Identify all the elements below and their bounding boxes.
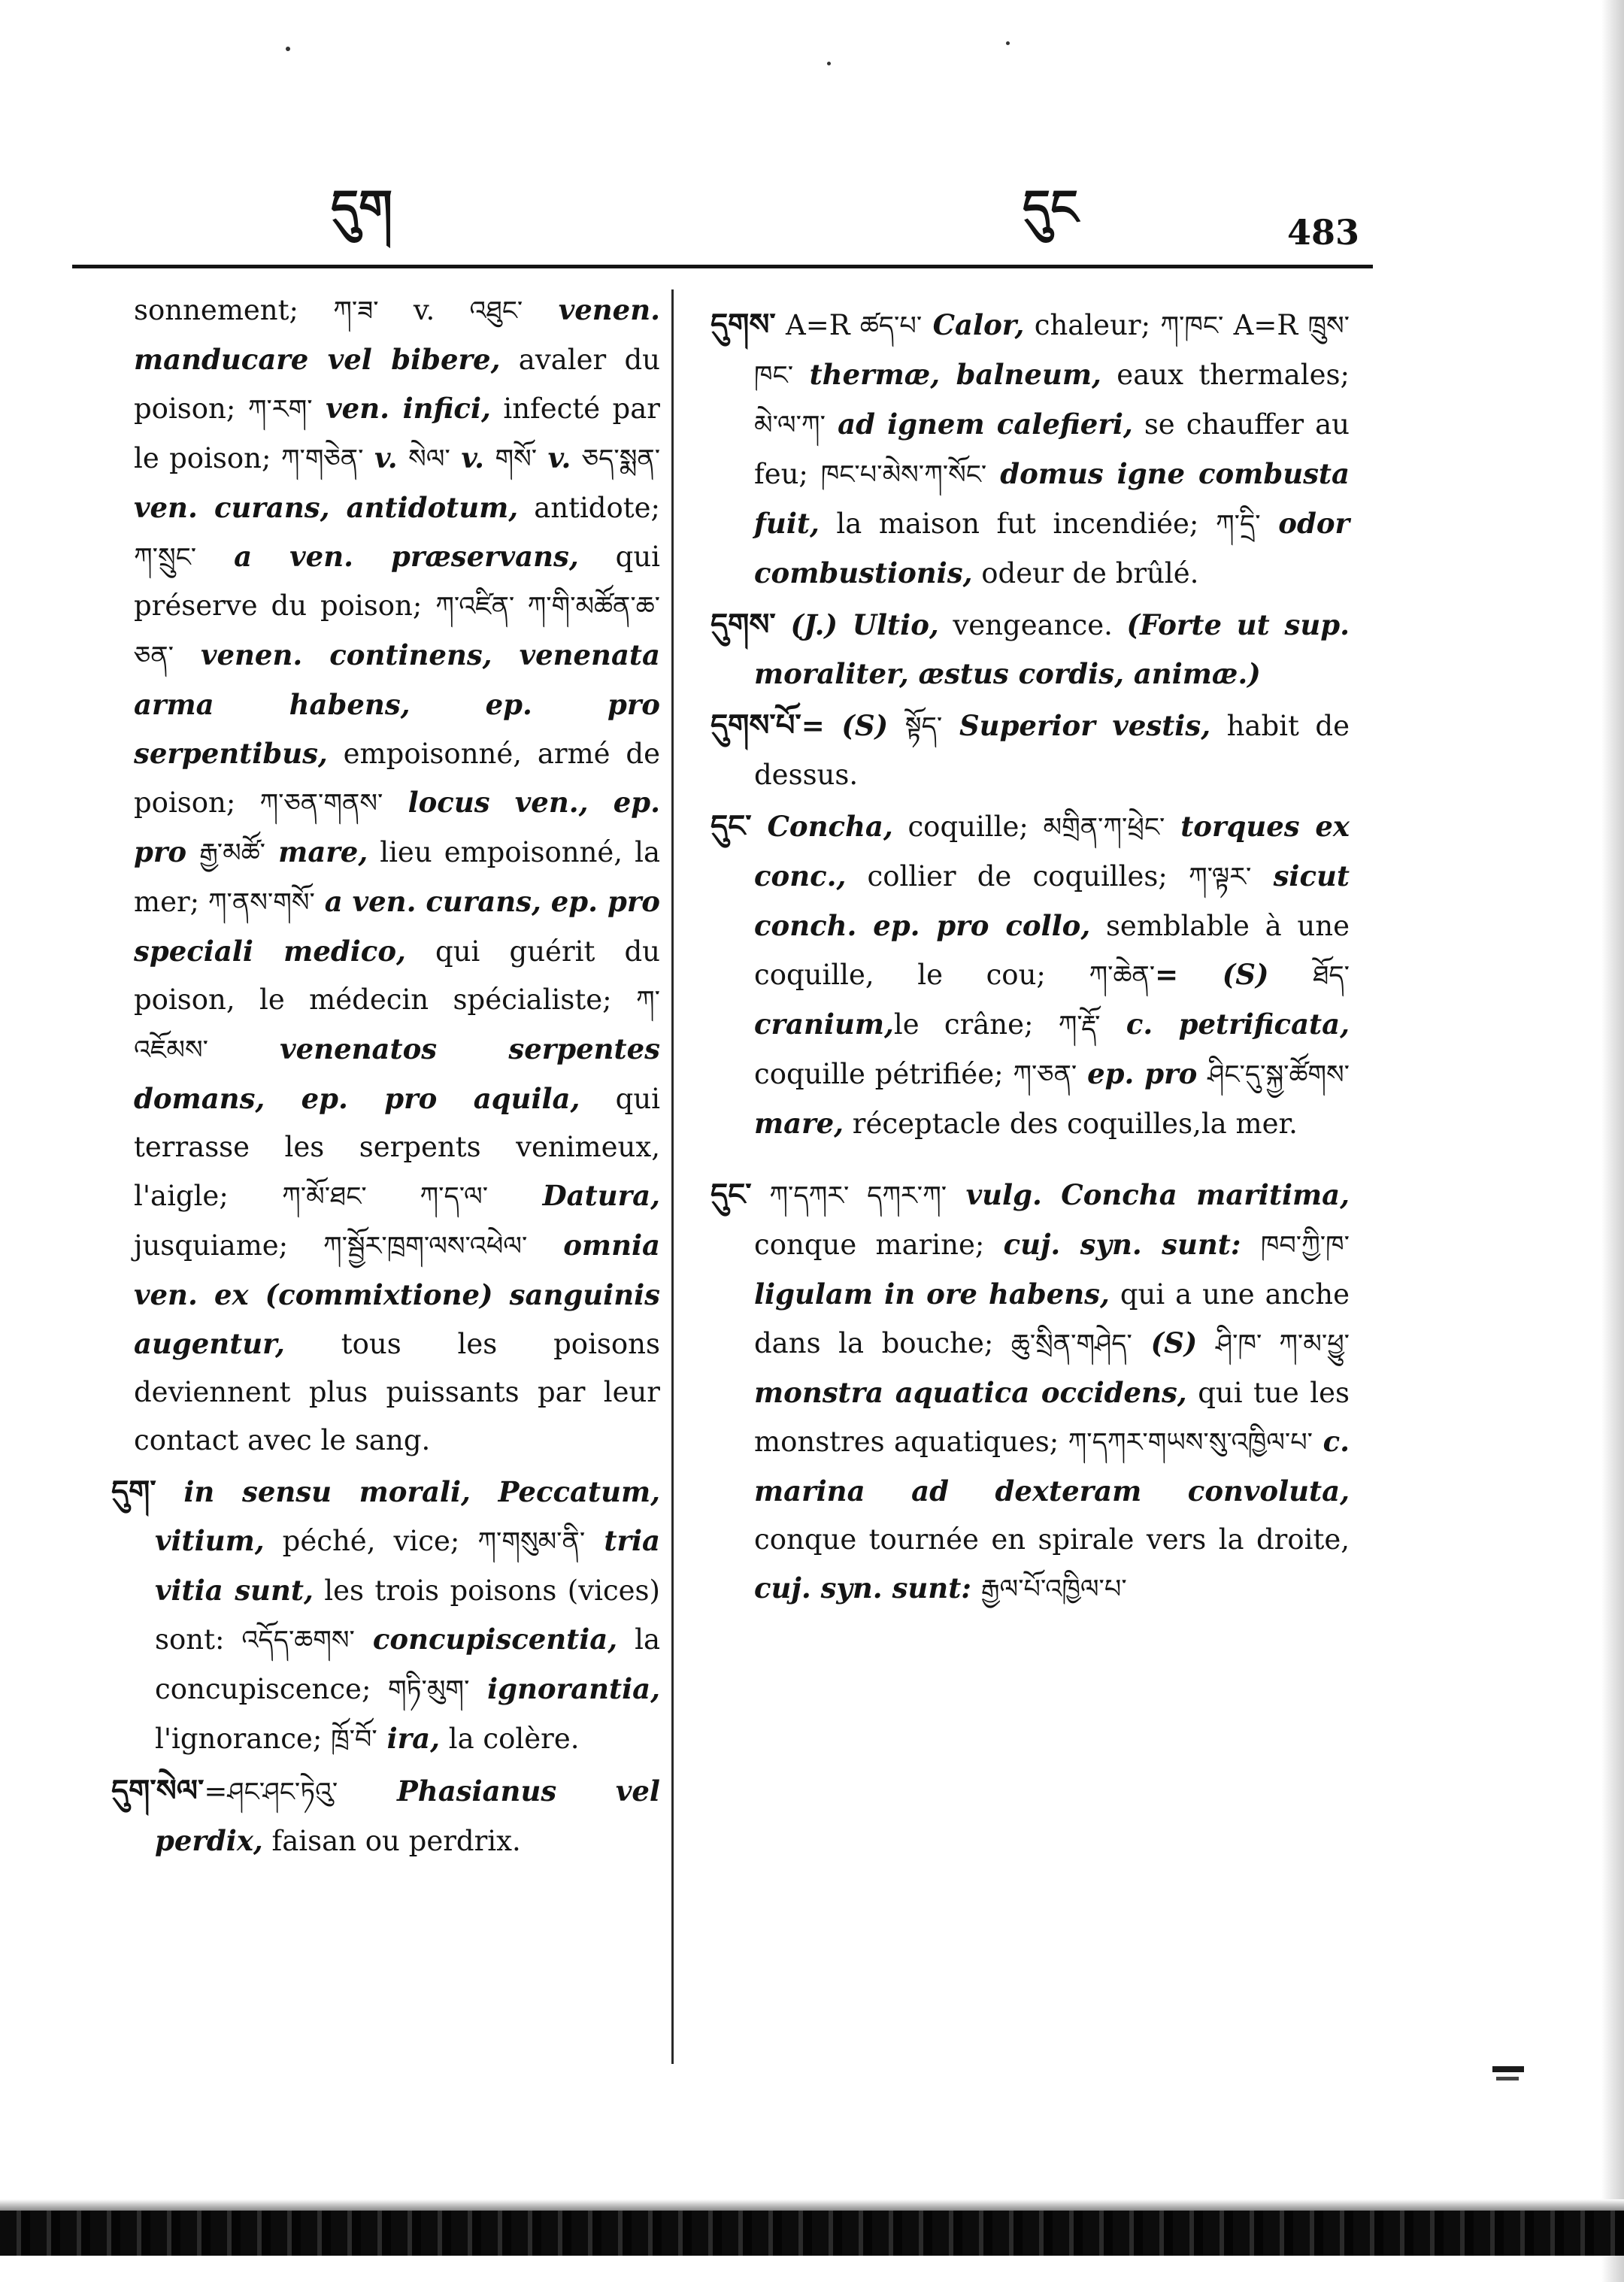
latin-gloss: (J.) Ultio, bbox=[775, 608, 939, 641]
tibetan-text: ཀ་གི་མཚོན་ཆ་ཅན་ bbox=[134, 592, 661, 671]
entry-headword: དུག་ bbox=[111, 1474, 156, 1509]
entry-headword: དུང་ bbox=[710, 809, 752, 844]
latin-gloss: in sensu morali, Peccatum, vitium, bbox=[155, 1475, 660, 1557]
tibetan-text: ཀ་རྡོ་ bbox=[1058, 1011, 1101, 1041]
tibetan-text: ཀ་འཇོམས་ bbox=[134, 986, 660, 1065]
latin-gloss: Calor, bbox=[922, 308, 1025, 341]
french-text: péché, vice; bbox=[264, 1525, 478, 1557]
dictionary-entry bbox=[710, 702, 1350, 799]
french-text: le crâne; bbox=[893, 1008, 1059, 1041]
latin-gloss: Phasianus vel perdix, bbox=[155, 1774, 660, 1857]
french-text: les trois poisons (vices) sont: bbox=[155, 1574, 660, 1656]
tibetan-text: ཀ་རག་ bbox=[247, 395, 313, 425]
dictionary-entry bbox=[710, 802, 1350, 1148]
latin-gloss: ad ignem calefieri, bbox=[825, 408, 1133, 441]
entry-headword: དུགས་པོ་ bbox=[710, 708, 801, 743]
french-text: vengeance. bbox=[938, 609, 1127, 641]
latin-gloss: cranium, bbox=[754, 1008, 894, 1041]
french-text: faisan ou perdrix. bbox=[262, 1825, 521, 1857]
french-text: qui tue les monstres aquatiques; bbox=[754, 1377, 1350, 1458]
dictionary-entry bbox=[111, 1767, 660, 1865]
margin-mark bbox=[1492, 2066, 1524, 2072]
print-speck bbox=[286, 47, 290, 51]
latin-gloss: torques ex conc., bbox=[754, 810, 1350, 892]
dictionary-entry bbox=[710, 301, 1350, 598]
tibetan-text: ཁབ་ཀྱི་ཁ་ bbox=[1260, 1231, 1350, 1261]
latin-gloss: venen. manducare vel bibere, bbox=[134, 293, 660, 376]
tibetan-text: ཀ་ཅན་གནས་ bbox=[259, 789, 383, 819]
tibetan-text: ཚད་པ་ bbox=[859, 311, 923, 341]
entry-headword: དུག་སེལ་ bbox=[111, 1774, 205, 1808]
tibetan-text: ཀ་ཟ་ bbox=[333, 296, 379, 326]
french-text: = bbox=[204, 1775, 228, 1808]
left-column bbox=[111, 286, 660, 1868]
running-head-left: དུག bbox=[331, 180, 393, 236]
tibetan-text: འདོད་ཆགས་ bbox=[241, 1626, 355, 1656]
latin-gloss: Superior vestis, bbox=[942, 709, 1211, 742]
tibetan-text: ཀ་གཅེན་ bbox=[280, 444, 364, 474]
tibetan-text: ཅད་སྨན་ bbox=[581, 444, 661, 474]
tibetan-text: ཤང་ཤང་ཏེའུ་ bbox=[227, 1777, 338, 1808]
latin-gloss: ligulam in ore habens, bbox=[754, 1277, 1110, 1311]
french-text: qui guérit du poison, le médecin spécialiste; bbox=[134, 935, 660, 1016]
latin-gloss: tria vitia sunt, bbox=[155, 1524, 660, 1607]
latin-gloss: ignorantia, bbox=[469, 1672, 660, 1705]
scan-edge-shadow bbox=[1601, 0, 1624, 2282]
tibetan-text: ཀ་ད་ལ་ bbox=[366, 1182, 489, 1212]
french-text: collier de coquilles; bbox=[846, 860, 1189, 892]
french-text: la maison fut incendiée; bbox=[819, 508, 1216, 540]
french-text: la colère. bbox=[440, 1723, 580, 1755]
latin-gloss: ep. pro bbox=[1077, 1057, 1208, 1090]
french-text: tous les poisons deviennent plus puissants par leur contact avec le sang. bbox=[134, 1328, 660, 1456]
french-text: lieu empoisonné, la mer; bbox=[134, 836, 660, 918]
latin-gloss: = (S) bbox=[1155, 958, 1313, 991]
entry-headword: དུང་ bbox=[710, 1177, 752, 1212]
tibetan-text: གཏི་མུག་ bbox=[387, 1675, 470, 1705]
french-text: coquille; bbox=[892, 811, 1044, 843]
tibetan-text: འཐུང་ bbox=[469, 296, 523, 326]
latin-gloss: Datura, bbox=[488, 1179, 660, 1212]
tibetan-text: ཀ་སྲུང་ bbox=[134, 543, 197, 573]
latin-gloss: vulg. Concha maritima, bbox=[947, 1178, 1350, 1211]
margin-mark bbox=[1496, 2077, 1519, 2080]
tibetan-text: སྟོད་ bbox=[904, 712, 943, 742]
entry-headword: དུགས་ bbox=[710, 308, 776, 342]
latin-gloss: (S) bbox=[1132, 1326, 1216, 1359]
latin-gloss: omnia ven. ex (commixtione) sanguinis augentur, bbox=[134, 1229, 661, 1360]
tibetan-text: ཁྲུས་ཁང་ bbox=[754, 311, 1350, 391]
french-text: A=R bbox=[1223, 309, 1308, 341]
french-text: sonnement; bbox=[134, 294, 334, 326]
tibetan-text: ཀ་མོ་ཐང་ bbox=[282, 1182, 367, 1212]
entry-continuation bbox=[111, 286, 660, 1465]
tibetan-text: ཀ་ཁང་ bbox=[1160, 311, 1224, 341]
tibetan-text: རྒྱལ་པོ་འཁྱིལ་པ་ bbox=[980, 1574, 1127, 1605]
entry-headword: དུགས་ bbox=[710, 608, 776, 642]
tibetan-text: ཀ་ཅན་ bbox=[1013, 1060, 1077, 1090]
print-speck bbox=[827, 62, 831, 65]
tibetan-text: ཤི་ཁ་ ཀ་མ་ཕྱུ་ bbox=[1216, 1329, 1350, 1359]
french-text: A=R bbox=[775, 309, 860, 341]
tibetan-text: སེལ་ bbox=[408, 444, 450, 474]
tibetan-text: ཐོད་ bbox=[1313, 961, 1350, 991]
latin-gloss: (Forte ut sup. moraliter, æstus cordis, animæ.) bbox=[754, 608, 1350, 690]
right-column bbox=[710, 301, 1350, 1617]
latin-gloss: a ven. curans, ep. pro speciali medico, bbox=[134, 885, 660, 968]
latin-gloss: ira, bbox=[377, 1722, 440, 1755]
tibetan-text: ཁྲོ་བོ་ bbox=[331, 1725, 377, 1755]
scan-bottom-border bbox=[0, 2211, 1624, 2256]
french-text: avaler du poison; bbox=[134, 344, 660, 425]
french-text: qui terrasse les serpents venimeux, l'aigle; bbox=[134, 1083, 661, 1212]
latin-gloss: monstra aquatica occidens, bbox=[754, 1376, 1187, 1409]
latin-gloss: concupiscentia, bbox=[354, 1623, 618, 1656]
french-text: empoisonné, armé de poison; bbox=[134, 738, 660, 819]
latin-gloss: c. marina ad dexteram convoluta, bbox=[754, 1425, 1350, 1508]
french-text: qui a une anche dans la bouche; bbox=[754, 1278, 1350, 1359]
running-head-right: དུང bbox=[1023, 180, 1078, 236]
tibetan-text: ཀ་ནས་གསོ་ bbox=[208, 888, 315, 918]
tibetan-text: ཀ་ཆེན་ bbox=[1089, 961, 1156, 991]
tibetan-text: ཀ་དཀར་གཡས་སུ་འཁྱིལ་པ་ bbox=[1068, 1428, 1313, 1458]
french-text: conque tournée en spirale vers la droite, bbox=[754, 1523, 1350, 1556]
french-text: infecté par le poison; bbox=[134, 392, 660, 474]
latin-gloss: mare, bbox=[265, 835, 368, 868]
latin-gloss: venen. continens, venenata arma habens, ep. pro serpentibus, bbox=[134, 638, 660, 770]
french-text: qui préserve du poison; bbox=[134, 541, 660, 622]
french-text: conque marine; bbox=[754, 1229, 1004, 1261]
dictionary-entry bbox=[710, 601, 1350, 699]
print-speck bbox=[1006, 41, 1010, 45]
tibetan-text: ཀ་སྦྱོར་ཁྲག་ལས་འཕེལ་ bbox=[323, 1232, 528, 1262]
tibetan-text: ཀ་དྲི་ bbox=[1215, 510, 1261, 540]
tibetan-text: མགྲིན་ཀ་ཕྲེང་ bbox=[1043, 813, 1165, 843]
latin-gloss: cuj. syn. sunt: bbox=[1003, 1228, 1261, 1261]
tibetan-text: ཀ་དཀར་ དཀར་ཀ་ bbox=[751, 1181, 947, 1211]
french-text: habit de dessus. bbox=[754, 710, 1350, 791]
latin-gloss: locus ven., ep. pro bbox=[134, 786, 660, 868]
header-rule bbox=[72, 265, 1373, 268]
french-text: l'ignorance; bbox=[155, 1723, 332, 1755]
french-text: coquille pétrifiée; bbox=[754, 1058, 1013, 1090]
french-text: réceptacle des coquilles,la mer. bbox=[844, 1108, 1298, 1140]
tibetan-text: ཁང་པ་མེས་ཀ་སོང་ bbox=[820, 460, 987, 490]
tibetan-text: ཀ་འཛིན་ bbox=[435, 592, 515, 622]
tibetan-text: རྒྱ་མཚོ་ bbox=[199, 838, 265, 868]
latin-gloss: v. bbox=[537, 441, 582, 474]
tibetan-text: ཀ་གསུམ་ནི་ bbox=[477, 1527, 586, 1557]
dictionary-entry bbox=[710, 1171, 1350, 1614]
tibetan-text: ཆུ་སྲིན་གཤེད་ bbox=[1010, 1329, 1132, 1359]
latin-gloss: cuj. syn. sunt: bbox=[754, 1571, 981, 1605]
latin-gloss: venenatos serpentes domans, ep. pro aquila, bbox=[134, 1032, 660, 1115]
column-divider bbox=[671, 289, 674, 2064]
french-text: se chauffer au feu; bbox=[754, 408, 1350, 490]
latin-gloss: ven. curans, antidotum, bbox=[134, 491, 519, 524]
french-text: la concupiscence; bbox=[155, 1623, 660, 1705]
latin-gloss: domus igne combusta fuit, bbox=[754, 457, 1350, 540]
tibetan-text: ཀ་ལྟར་ bbox=[1188, 862, 1252, 892]
latin-gloss: Concha, bbox=[751, 810, 893, 843]
latin-gloss: v. bbox=[450, 441, 495, 474]
french-text: eaux thermales; bbox=[1101, 359, 1350, 391]
latin-gloss: mare, bbox=[754, 1107, 844, 1140]
latin-gloss: v. bbox=[363, 441, 409, 474]
french-text: jusquiame; bbox=[134, 1229, 323, 1262]
latin-gloss: a ven. præservans, bbox=[196, 540, 579, 573]
french-text: semblable à une coquille, le cou; bbox=[754, 910, 1350, 991]
latin-gloss: sicut conch. ep. pro collo, bbox=[754, 859, 1350, 942]
tibetan-text: མེ་ལ་ཀ་ bbox=[754, 411, 826, 441]
scan-bottom-fade bbox=[0, 2199, 1624, 2211]
french-text: odeur de brûlé. bbox=[972, 557, 1199, 589]
latin-gloss: c. petrificata, bbox=[1100, 1008, 1350, 1041]
tibetan-text: གསོ་ bbox=[495, 444, 538, 474]
tibetan-text: ཤིང་དུ་སྐྱ་ཚོགས་ bbox=[1207, 1060, 1350, 1090]
dictionary-entry bbox=[111, 1468, 660, 1764]
french-text: antidote; bbox=[518, 492, 660, 524]
french-text: chaleur; bbox=[1024, 309, 1161, 341]
page-number: 483 bbox=[1286, 212, 1359, 253]
latin-gloss: thermæ, balneum, bbox=[793, 358, 1101, 391]
latin-gloss: = (S) bbox=[801, 709, 905, 742]
french-text: v. bbox=[378, 294, 470, 326]
latin-gloss: odor combustionis, bbox=[754, 507, 1350, 589]
latin-gloss: ven. infici, bbox=[312, 392, 491, 425]
